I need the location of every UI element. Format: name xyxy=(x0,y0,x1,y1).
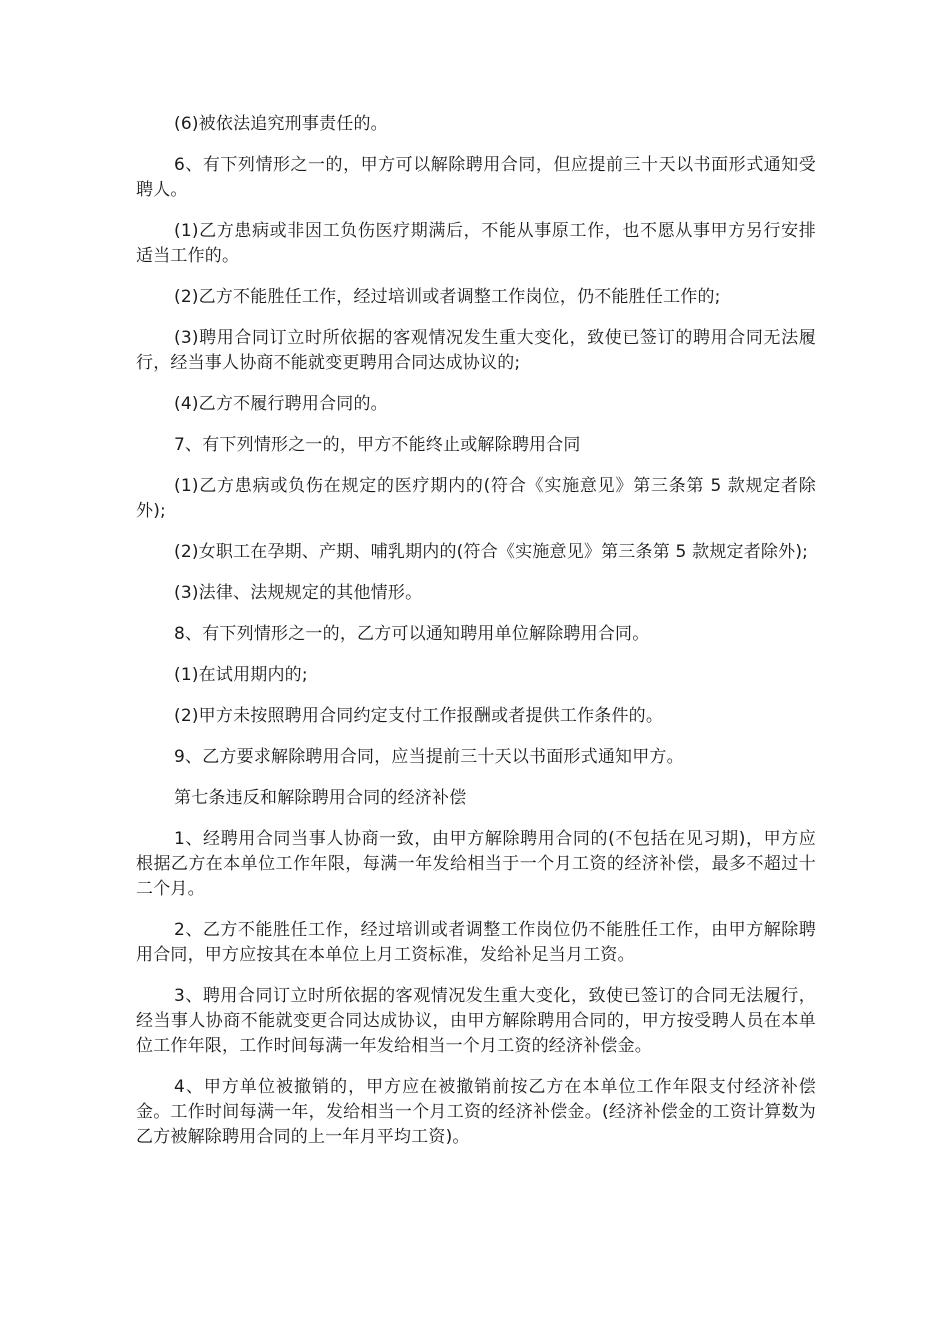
paragraph: 4、甲方单位被撤销的，甲方应在被撤销前按乙方在本单位工作年限支付经济补偿金。工作时间每满一年，发给相当一个月工资的经济补偿金。(经济补偿金的工资计算数为乙方被解除聘用合同的上一年月平均工资)。 xyxy=(136,1077,816,1147)
section-heading: 第七条违反和解除聘用合同的经济补偿 xyxy=(174,788,467,808)
paragraph: 6、有下列情形之一的，甲方可以解除聘用合同，但应提前三十天以书面形式通知受聘人。 xyxy=(136,155,816,200)
paragraph: (1)乙方患病或负伤在规定的医疗期内的(符合《实施意见》第三条第 5 款规定者除外); xyxy=(136,476,816,521)
paragraph: (6)被依法追究刑事责任的。 xyxy=(174,114,388,134)
paragraph: (1)乙方患病或非因工负伤医疗期满后，不能从事原工作，也不愿从事甲方另行安排适当工作的。 xyxy=(136,221,816,266)
paragraph: (3)法律、法规规定的其他情形。 xyxy=(174,583,423,603)
document-body xyxy=(136,112,816,1166)
paragraph: (4)乙方不履行聘用合同的。 xyxy=(174,394,388,414)
paragraph: 8、有下列情形之一的，乙方可以通知聘用单位解除聘用合同。 xyxy=(174,624,650,644)
paragraph: 2、乙方不能胜任工作，经过培训或者调整工作岗位仍不能胜任工作，由甲方解除聘用合同，甲方应按其在本单位上月工资标准，发给补足当月工资。 xyxy=(136,920,816,965)
paragraph: 9、乙方要求解除聘用合同，应当提前三十天以书面形式通知甲方。 xyxy=(174,747,684,767)
paragraph: (2)乙方不能胜任工作，经过培训或者调整工作岗位，仍不能胜任工作的; xyxy=(174,287,721,307)
paragraph: (2)女职工在孕期、产期、哺乳期内的(符合《实施意见》第三条第 5 款规定者除外); xyxy=(174,542,809,562)
paragraph: (1)在试用期内的; xyxy=(174,665,308,685)
paragraph: (3)聘用合同订立时所依据的客观情况发生重大变化，致使已签订的聘用合同无法履行，经当事人协商不能就变更聘用合同达成协议的; xyxy=(136,328,816,373)
paragraph: (2)甲方未按照聘用合同约定支付工作报酬或者提供工作条件的。 xyxy=(174,706,664,726)
paragraph: 1、经聘用合同当事人协商一致，由甲方解除聘用合同的(不包括在见习期)，甲方应根据乙方在本单位工作年限，每满一年发给相当于一个月工资的经济补偿，最多不超过十二个月。 xyxy=(136,829,816,899)
paragraph: 3、聘用合同订立时所依据的客观情况发生重大变化，致使已签订的合同无法履行，经当事人协商不能就变更合同达成协议，由甲方解除聘用合同的，甲方按受聘人员在本单位工作年限，工作时间每满一年发给相当一个月工资的经济补偿金。 xyxy=(136,986,816,1056)
paragraph: 7、有下列情形之一的，甲方不能终止或解除聘用合同 xyxy=(174,435,581,455)
